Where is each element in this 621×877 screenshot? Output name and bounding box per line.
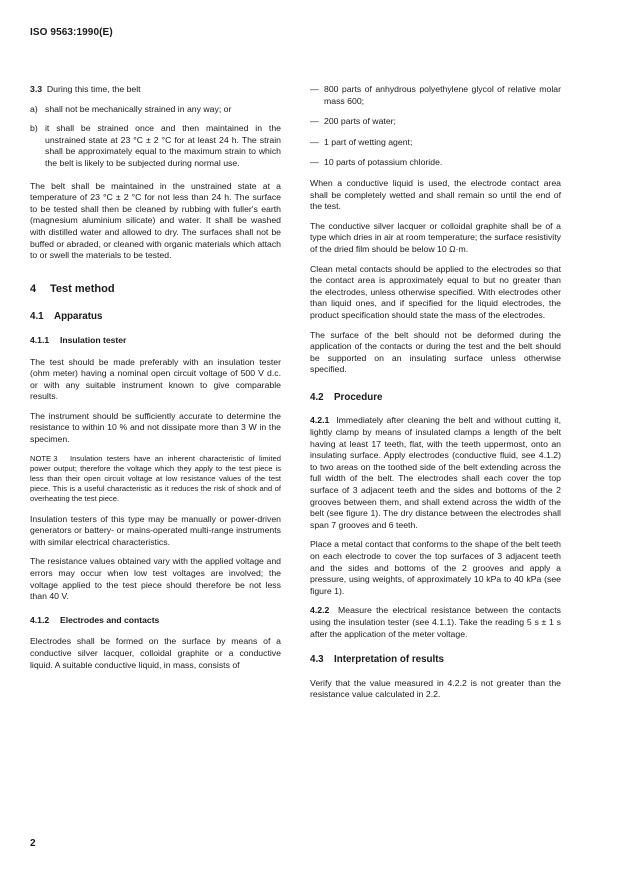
paragraph-contacts: Clean metal contacts should be applied to the electrodes so that the contact area is approximately equal to but no greater than the electrodes, unless otherwise specified. With electrodes other than liquid ones, and if specified for the liquid electrodes, the product specification should state the mass of the electrodes. [310,263,561,320]
clause-text: Measure the electrical resistance between the contacts using the insulation tester (see 4.1.1). Take the reading 5 s ± 1 s after the application of the meter voltage. [310,605,562,639]
section-title: Apparatus [54,311,103,323]
document-header: ISO 9563:1990(E) [30,27,113,38]
section-heading-4-1-1 [30,335,281,347]
list-text: 10 parts of potassium chloride. [324,157,443,168]
section-heading-4-1-2 [30,615,281,627]
section-heading-4 [30,284,281,296]
paragraph-electrodes: Electrodes shall be formed on the surface by means of a conductive silver lacquer, colloidal graphite or a conductive liquid. A suitable conductive liquid, in mass, consists of [30,636,281,670]
list-dash: — [310,157,319,168]
clause-number: 4.2.2 [310,605,330,616]
list-label: b) [30,123,38,134]
left-column [30,84,281,679]
section-number: 4.2 [310,391,324,403]
paragraph-tester-1: The test should be made preferably with an insulation tester (ohm meter) having a nominal open circuit voltage of 500 V d.c. or with any suitable instrument known to give comparable results. [30,356,281,402]
list-text: 800 parts of anhydrous polyethylene glycol of relative molar mass 600; [324,84,561,106]
section-number: 4.1.2 [30,614,50,625]
note-label: NOTE 3 [30,453,58,463]
section-number: 4.3 [310,654,324,666]
clause-4-2-1 [310,415,561,531]
list-dash: — [310,84,319,94]
list-item [310,157,561,169]
list-text: shall not be mechanically strained in any way; or [45,103,232,114]
list-dash: — [310,116,319,127]
section-number: 4.1.1 [30,334,50,345]
list-item-a [30,104,281,116]
list-text: 1 part of wetting agent; [324,136,413,147]
section-heading-4-2 [310,392,561,404]
list-text: 200 parts of water; [324,116,396,127]
paragraph-verify: Verify that the value measured in 4.2.2 is not greater than the resistance value calculated in 2.2. [310,677,561,700]
section-heading-4-3 [310,654,561,666]
paragraph-liquid: When a conductive liquid is used, the electrode contact area shall be completely wetted and shall remain so until the end of the test. [310,177,561,212]
list-item [310,137,561,149]
section-title: Interpretation of results [334,654,444,666]
list-label: a) [30,103,38,114]
clause-number: 4.2.1 [310,415,330,426]
section-number: 4.1 [30,311,44,323]
section-title: Electrodes and contacts [60,614,160,625]
section-number: 4 [30,282,37,295]
clause-number: 3.3 [30,84,43,94]
note-3 [30,454,281,504]
clause-text: During this time, the belt [46,84,141,94]
paragraph-surface: The surface of the belt should not be deformed during the application of the contacts or during the test and the belt should be supported on an insulating surface unless otherwise specified. [310,329,561,375]
section-title: Procedure [334,391,383,403]
clause-4-2-2 [310,605,561,640]
note-text: Insulation testers have an inherent characteristic of limited power output; therefore the voltage which they apply to the test piece is less than their open circuit voltage at low resistance values of the test piece. This is a useful characteristic as it reduces the risk of shock and of overheating the test piece. [30,453,281,503]
list-text: it shall be strained once and then maintained in the unstrained state at 23 °C ± 2 °C for at least 24 h. The strain shall be approximately equal to the maximum strain to which the belt is likely to be subjected during normal use. [45,123,281,168]
paragraph-lacquer: The conductive silver lacquer or colloidal graphite shall be of a type which dries in air at room temperature; the surface resistivity of the dried film should be below 10 Ω·m. [310,220,561,254]
section-heading-4-1 [30,311,281,323]
list-item-b [30,123,281,169]
section-title: Test method [50,282,115,295]
clause-text: Immediately after cleaning the belt and without cutting it, lightly clamp by means of insulated clamps a length of the belt having at least 17 teeth, flat, with the teeth uppermost, onto an insulating surface. Apply electrodes (conductive fluid, see 4.1.2) to two areas on the toothed side of the belt extending across the full width of the belt. The electrodes shall each cover the top surface of 3 adjacent teeth and the sides and bottoms of the 2 grooves between them, and shall extend across the width of the belt (see figure 1). The dry distance between the electrodes shall span 7 grooves and 6 teeth. [310,415,562,530]
paragraph-belt-maintained: The belt shall be maintained in the unstrained state at a temperature of 23 °C ± 2 °C for not less than 24 h. The surface to be tested shall then be cleaned by rubbing with fuller's earth (magnesium aluminium silicate) and water. It shall be washed with distilled water and allowed to dry. The surfaces shall not be buffed or abraded, or cleaned with organic materials which attach to or swell the materials to be tested. [30,180,281,261]
list-dash: — [310,136,319,147]
clause-3-3 [30,84,281,96]
right-column [310,84,561,709]
paragraph-tester-3: Insulation testers of this type may be manually or power-driven generators or battery- or mains-operated multi-range instruments with similar electrical characteristics. [30,513,281,547]
paragraph-metal-contact: Place a metal contact that conforms to the shape of the belt teeth on each electrode to cover the top surfaces of 3 adjacent teeth and the sides and bottoms of the 2 grooves and apply a pressure, using weights, of approximately 10 kPa to 40 kPa (see figure 1). [310,539,561,596]
paragraph-tester-2: The instrument should be sufficiently accurate to determine the resistance to within 10 % and not dissipate more than 3 W in the specimen. [30,410,281,445]
section-title: Insulation tester [60,334,127,345]
list-item [310,84,561,107]
paragraph-tester-4: The resistance values obtained vary with the applied voltage and errors may occur when low test voltages are involved; the voltage applied to the test piece should therefore be not less than 40 V. [30,556,281,602]
list-item [310,116,561,128]
page-number: 2 [30,838,36,849]
